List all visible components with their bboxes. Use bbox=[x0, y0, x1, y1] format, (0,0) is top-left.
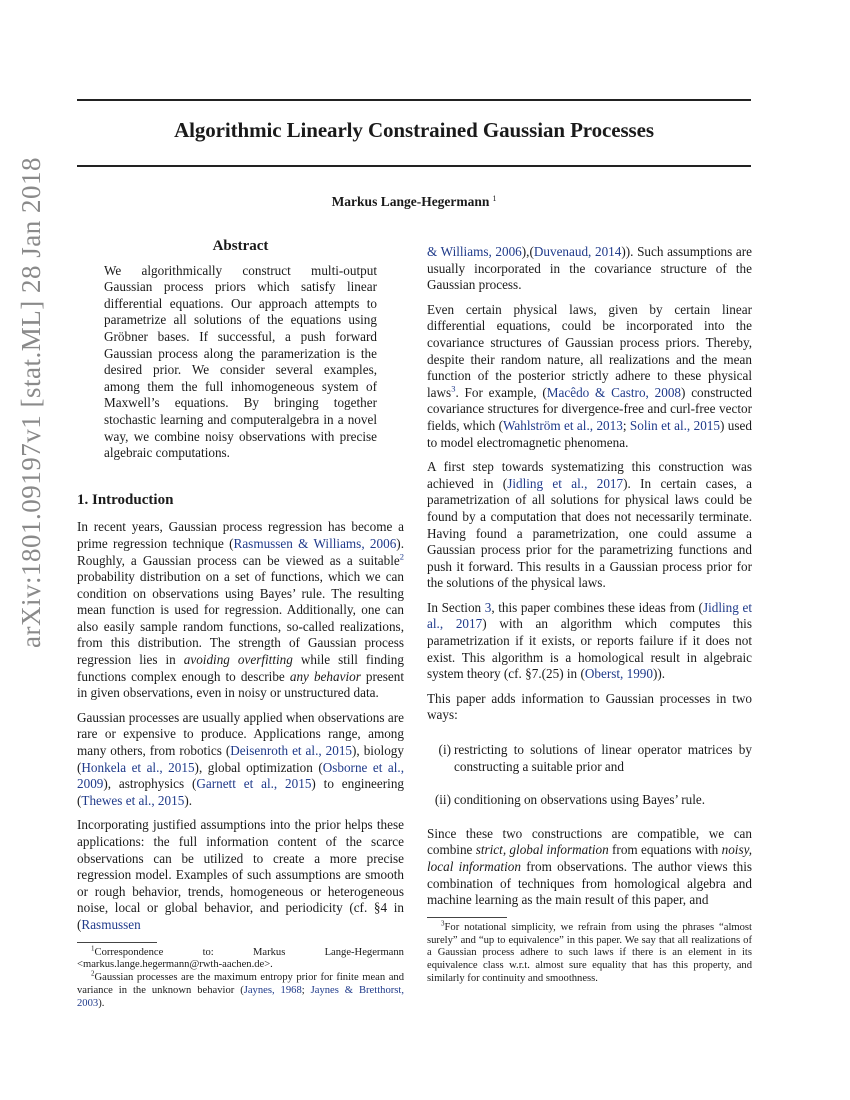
text: A first step towards systematizing this construction was achieved in ( bbox=[427, 459, 752, 491]
text: Since these two constructions are compatible, we can combine bbox=[427, 825, 752, 858]
emphasis: any behavior bbox=[289, 668, 361, 684]
list-item bbox=[427, 742, 752, 775]
footnote-rule bbox=[427, 917, 507, 918]
text: Markus bbox=[252, 946, 286, 958]
footnote-mark: 1 bbox=[91, 944, 95, 953]
emphasis: noisy, local information bbox=[427, 842, 752, 874]
paragraph-intro-7: This paper adds information to Gaussian processes in two ways: bbox=[427, 690, 752, 723]
text: ). In certain cases, a parametrization of all solutions for physical laws could be found by a computation that does not necessarily terminate. Having found a parametrization, one could assume a Gaussian process prior for the parametrizing functions and push it forward. This results in a Gaussian process prior for the solutions of the physical laws. bbox=[427, 475, 752, 591]
text: Incorporating justified assumptions into the prior helps these applications: the full information content of the scarce observations can be utilized to create a more precise regression model. Examples of such assumptions are smooth or rough behavior, trends, homogeneous or heterogeneous noise, local or global behavior, and periodicity (cf. §4 in ( bbox=[77, 817, 404, 932]
footnote-3 bbox=[427, 919, 752, 986]
footnote-1-label: $^1$Correspondence bbox=[91, 944, 164, 958]
paper-title: Algorithmic Linearly Constrained Gaussian Processes bbox=[174, 118, 654, 142]
list-item-text: restricting to solutions of linear operator matrices by constructing a suitable prior and bbox=[454, 742, 752, 774]
citation-link[interactable]: Wahlström et al., 2013 bbox=[503, 417, 623, 433]
emphasis: avoiding overfitting bbox=[183, 652, 293, 668]
paragraph-intro-6 bbox=[427, 600, 752, 683]
citation-link[interactable]: Honkela et al., 2015 bbox=[81, 759, 195, 775]
section-heading-introduction: 1. Introduction bbox=[77, 491, 174, 508]
text: from observations. The author views this combination of techniques from homological algebra and machine learning as the main result of this paper, and bbox=[427, 859, 752, 908]
text: ) constructed covariance structures for divergence-free and curl-free vector fields, which ( bbox=[427, 384, 752, 433]
footnote-mark: 3 bbox=[441, 919, 445, 928]
citation-link[interactable]: Garnett et al., 2015 bbox=[196, 776, 312, 792]
text: ) to engineering ( bbox=[77, 776, 405, 808]
citation-link[interactable]: Jidling et al., 2017 bbox=[427, 599, 752, 632]
list-item bbox=[427, 792, 752, 809]
paragraph-intro-1 bbox=[77, 519, 404, 702]
title-rule-top bbox=[77, 99, 751, 101]
footnote-mark: 2 bbox=[91, 969, 95, 978]
citation-link[interactable]: Rasmussen bbox=[81, 916, 141, 932]
text: ),( bbox=[521, 244, 534, 259]
footnote-mark[interactable]: 3 bbox=[451, 383, 456, 394]
footnote-2 bbox=[77, 969, 404, 1010]
text: , this paper combines these ideas from ( bbox=[491, 599, 703, 615]
text: while still finding functions complex enough to describe bbox=[77, 652, 404, 684]
citation-link[interactable]: Jaynes & Bretthorst, 2003 bbox=[77, 984, 404, 1009]
text: ), global optimization ( bbox=[194, 759, 323, 775]
text: Lange-Hegermann bbox=[324, 946, 404, 958]
paragraph-intro-8 bbox=[427, 826, 752, 909]
title-rule-bottom bbox=[77, 165, 751, 167]
text: Even certain physical laws, given by certain linear differential equations, could be incorporated into the covariance structures of Gaussian process priors. Thereby, despite their random nature, all realizations and the mean function of the posterior strictly adhere to these physical laws bbox=[427, 301, 752, 400]
footnote-1 bbox=[77, 944, 404, 973]
paragraph-intro-5 bbox=[427, 459, 752, 592]
citation-link[interactable]: Rasmussen & Williams, 2006 bbox=[233, 535, 397, 551]
text: ). bbox=[184, 792, 193, 808]
text: In Section bbox=[427, 599, 485, 615]
citation-link[interactable]: Jidling et al., 2017 bbox=[507, 475, 624, 491]
text: ; bbox=[301, 984, 311, 996]
abstract-text: We algorithmically construct multi-output Gaussian process priors which satisfy linear differential equations. Our approach attempts to parametrize all solutions of the equations using Gröbner bases. If successful, a push forward Gaussian process along the paramerization is the desired prior. We consider several examples, among them the full inhomogeneous system of Maxwell’s equations. By bringing together stochastic learning and computeralgebra in a novel way, we combine noisy observations with precise algebraic computations. bbox=[104, 262, 377, 461]
author-name: Markus Lange-Hegermann bbox=[331, 194, 490, 209]
text: For notational simplicity, we refrain from using the phrases “almost surely” and “up to equivalence” in this paper. We say that all realizations of a Gaussian process adhere to such laws if there is an element in its equivalence class w.r.t. almost sure equality that has this property, and similarly for continuity and smoothness. bbox=[427, 921, 752, 984]
footnote-rule bbox=[77, 942, 157, 943]
text: . For example, ( bbox=[455, 384, 547, 400]
paragraph-intro-4 bbox=[427, 302, 752, 451]
arxiv-identifier-stamp: arXiv:1801.09197v1 [stat.ML] 28 Jan 2018 bbox=[16, 157, 46, 648]
citation-link[interactable]: Deisenroth et al., 2015 bbox=[230, 743, 353, 759]
citation-link[interactable]: Jaynes, 1968 bbox=[243, 984, 302, 996]
abstract-heading: Abstract bbox=[212, 238, 269, 254]
citation-link[interactable]: Solin et al., 2015 bbox=[629, 417, 720, 433]
text: ), astrophysics ( bbox=[103, 776, 197, 792]
contributions-list bbox=[427, 742, 752, 809]
affiliation-mark[interactable]: 1 bbox=[492, 193, 497, 203]
citation-link[interactable]: Duvenaud, 2014 bbox=[533, 244, 622, 259]
text: ; bbox=[622, 417, 630, 433]
list-item-text: conditioning on observations using Bayes’ rule. bbox=[454, 792, 706, 808]
text: ). Roughly, a Gaussian process can be viewed as a suitable bbox=[77, 535, 404, 568]
text: from equations with bbox=[608, 842, 722, 858]
paragraph-intro-2 bbox=[77, 710, 404, 810]
text: ), biology ( bbox=[77, 743, 404, 775]
text: Gaussian processes are the maximum entropy prior for finite mean and variance in the unknown behavior ( bbox=[77, 972, 404, 996]
text: present in given observations, even in noisy or unstructured data. bbox=[77, 668, 404, 701]
citation-link[interactable]: Thewes et al., 2015 bbox=[81, 792, 185, 808]
paragraph-intro-3 bbox=[77, 817, 404, 933]
text: to: bbox=[202, 946, 214, 958]
citation-link[interactable]: Oberst, 1990 bbox=[584, 666, 653, 682]
citation-link[interactable]: Macêdo & Castro, 2008 bbox=[546, 384, 682, 400]
text: ) used to model electromagnetic phenomena. bbox=[427, 417, 752, 450]
emphasis: strict, global information bbox=[475, 842, 609, 858]
text: ). bbox=[98, 997, 105, 1009]
citation-link[interactable]: Osborne et al., 2009 bbox=[77, 759, 405, 792]
text: In recent years, Gaussian process regression has become a prime regression technique ( bbox=[77, 519, 404, 551]
footnote-1-line bbox=[77, 944, 404, 960]
right-column bbox=[427, 244, 752, 986]
list-marker: (ii) bbox=[434, 792, 451, 808]
text: ) with an algorithm which computes this parametrization if it exists, or reports failure if it does not exist. This algorithm is a homological result in algebraic system theory (cf. §7.(25) in ( bbox=[427, 616, 752, 682]
paragraph-intro-3-continued bbox=[427, 244, 752, 294]
section-reference-link[interactable]: 3 bbox=[484, 599, 492, 615]
author-line bbox=[77, 194, 751, 210]
text: probability distribution on a set of functions, which we can condition on observations using Bayes’ rule. The resulting mean function is used for regression. Additionally, one can also easily sample random functions, so-called realizations, from this distribution. The strength of Gaussian process regression lies in bbox=[77, 569, 404, 668]
text: )). Such assumptions are usually incorporated in the covariance structure of the Gaussian process. bbox=[427, 244, 752, 293]
list-marker: (i) bbox=[438, 742, 451, 758]
footnote-mark[interactable]: 2 bbox=[399, 551, 404, 562]
left-column bbox=[77, 238, 404, 1011]
correspondence-email[interactable]: <markus.lange.hegermann@rwth-aachen.de>. bbox=[77, 959, 273, 971]
citation-link[interactable]: & Williams, 2006 bbox=[427, 244, 522, 259]
text: )). bbox=[653, 666, 666, 682]
text: Gaussian processes are usually applied when observations are rare or expensive to produce. Applications range, among many others, from robotics ( bbox=[77, 709, 404, 759]
